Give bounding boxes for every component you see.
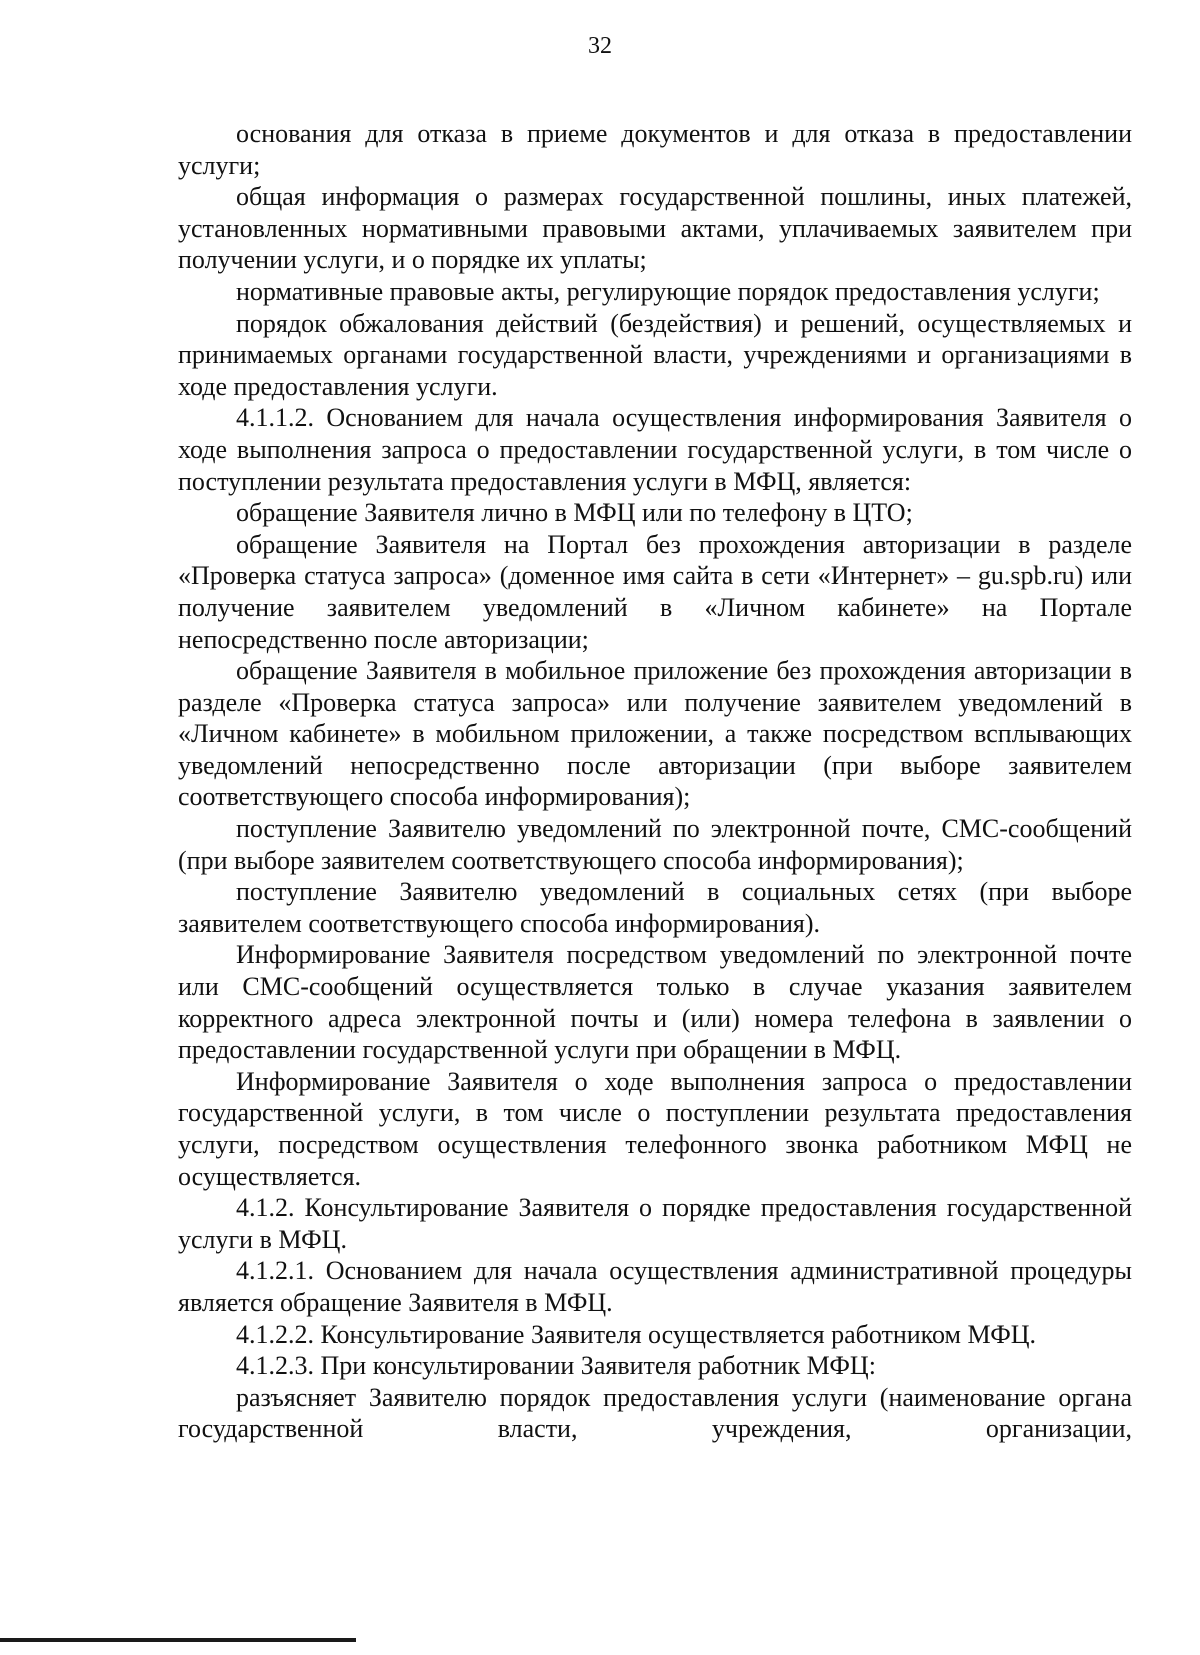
paragraph: поступление Заявителю уведомлений в социальных сетях (при выборе заявителем соответствующего способа информирования). <box>178 877 1132 938</box>
paragraph: Информирование Заявителя о ходе выполнения запроса о предоставлении государственной услуги, в том числе о поступлении результата предоставления услуги, посредством осуществления телефонного звонка работником МФЦ не осуществляется. <box>178 1066 1132 1191</box>
bottom-rule <box>0 1638 356 1642</box>
page-number: 32 <box>588 33 612 59</box>
paragraph: разъясняет Заявителю порядок предоставления услуги (наименование органа государственной власти, учреждения, организации, <box>178 1382 1132 1444</box>
paragraph: обращение Заявителя в мобильное приложение без прохождения авторизации в разделе «Проверка статуса запроса» или получение заявителем уведомлений в «Личном кабинете» в мобильном приложении, а также посредством всплывающих уведомлений непосредственно после авторизации (при выборе заявителем соответствующего способа информирования); <box>178 656 1132 812</box>
paragraph: Информирование Заявителя посредством уведомлений по электронной почте или СМС-сообщений осуществляется только в случае указания заявителем корректного адреса электронной почты и (или) номера телефона в заявлении о предоставлении государственной услуги при обращении в МФЦ. <box>178 940 1132 1065</box>
paragraph: нормативные правовые акты, регулирующие порядок предоставления услуги; <box>236 276 1100 306</box>
paragraph: обращение Заявителя на Портал без прохождения авторизации в разделе «Проверка статуса запроса» (доменное имя сайта в сети «Интернет» – gu.spb.ru) или получение заявителем уведомлений в «Личном кабинете» на Портале непосредственно после авторизации; <box>178 529 1132 654</box>
paragraph: общая информация о размерах государственной пошлины, иных платежей, установленных нормативными правовыми актами, уплачиваемых заявителем при получении услуги, и о порядке их уплаты; <box>178 182 1132 275</box>
paragraph: 4.1.1.2. Основанием для начала осуществления информирования Заявителя о ходе выполнения запроса о предоставлении государственной услуги, в том числе о поступлении результата предоставления услуги в МФЦ, является: <box>178 403 1132 496</box>
paragraph: 4.1.2. Консультирование Заявителя о порядке предоставления государственной услуги в МФЦ. <box>178 1193 1132 1254</box>
document-body <box>178 118 1132 1445</box>
paragraph: 4.1.2.2. Консультирование Заявителя осуществляется работником МФЦ. <box>236 1319 1037 1349</box>
paragraph: порядок обжалования действий (бездействия) и решений, осуществляемых и принимаемых органами государственной власти, учреждениями и организациями в ходе предоставления услуги. <box>178 308 1132 401</box>
paragraph: 4.1.2.3. При консультировании Заявителя работник МФЦ: <box>236 1351 876 1381</box>
paragraph: поступление Заявителю уведомлений по электронной почте, СМС-сообщений (при выборе заявителем соответствующего способа информирования); <box>178 814 1132 875</box>
paragraph: основания для отказа в приеме документов и для отказа в предоставлении услуги; <box>178 119 1132 180</box>
paragraph: обращение Заявителя лично в МФЦ или по телефону в ЦТО; <box>236 498 913 528</box>
paragraph: 4.1.2.1. Основанием для начала осуществления административной процедуры является обращение Заявителя в МФЦ. <box>178 1256 1132 1317</box>
